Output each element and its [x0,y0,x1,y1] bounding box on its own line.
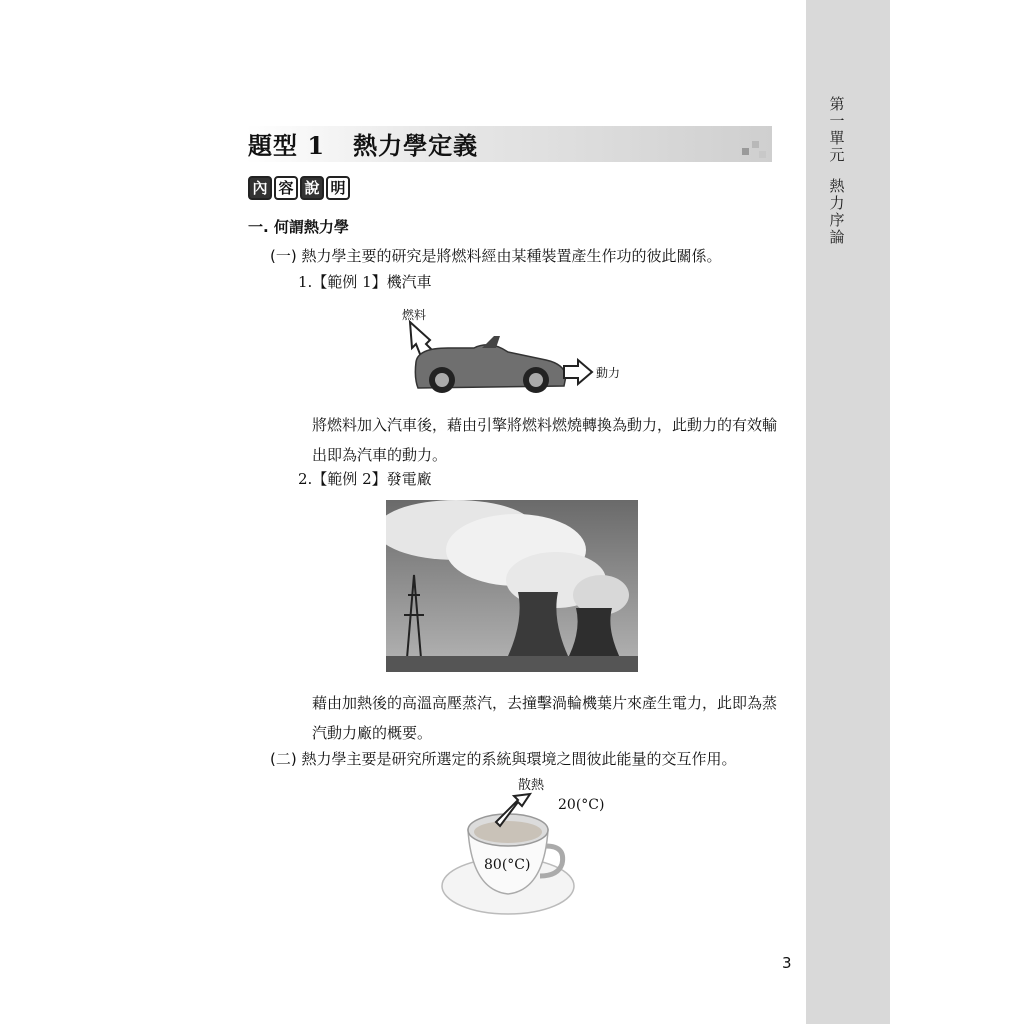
wheel-icon [435,373,449,387]
chapter-title-char: 力 [829,194,845,212]
chapter-char: 一 [829,112,845,130]
content-label [248,176,350,200]
fuel-label: 燃料 [402,308,427,322]
chapter-title-char: 論 [829,228,845,246]
page-title: 題型 1 熱力學定義 [248,131,479,160]
chapter-char: 單 [829,129,845,147]
example-two-description: 藉由加熱後的高溫高壓蒸汽，去撞擊渦輪機葉片來產生電力，此即為蒸汽動力廠的概要。 [312,694,778,742]
title-decoration [752,141,759,148]
item-two: (二) 熱力學主要是研究所選定的系統與環境之間彼此能量的交互作用。 [270,750,737,768]
side-tab [806,0,890,1024]
wheel-icon [529,373,543,387]
chapter-char: 元 [829,146,845,164]
cup-temperature: 80(°C) [484,857,531,873]
section-heading: 一. 何謂熱力學 [248,218,349,236]
chapter-title-char: 熱 [829,177,845,195]
item-one: (一) 熱力學主要的研究是將燃料經由某種裝置產生作功的彼此關係。 [270,247,722,265]
content-label-char: 明 [326,176,350,200]
title-decoration [759,151,766,158]
chapter-title-char: 序 [829,211,845,229]
title-decoration [742,148,749,155]
example-two-heading: 2.【範例 2】發電廠 [298,470,432,488]
content-label-char: 說 [300,176,324,200]
content-label-char: 內 [248,176,272,200]
ambient-temperature: 20(°C) [558,797,605,813]
power-plant-photo [386,500,638,672]
example-one-description: 將燃料加入汽車後，藉由引擎將燃料燃燒轉換為動力，此動力的有效輸出即為汽車的動力。 [312,416,778,464]
content-label-char: 容 [274,176,298,200]
example-one-heading: 1.【範例 1】機汽車 [298,273,432,291]
power-arrow-icon [564,360,592,384]
car-illustration [396,318,598,398]
page-number: 3 [782,954,792,972]
power-label: 動力 [596,366,621,380]
chapter-side-label [826,96,848,246]
chapter-char: 第 [829,95,845,113]
heat-release-label: 散熱 [518,778,545,793]
coffee-cup-illustration [440,790,580,918]
